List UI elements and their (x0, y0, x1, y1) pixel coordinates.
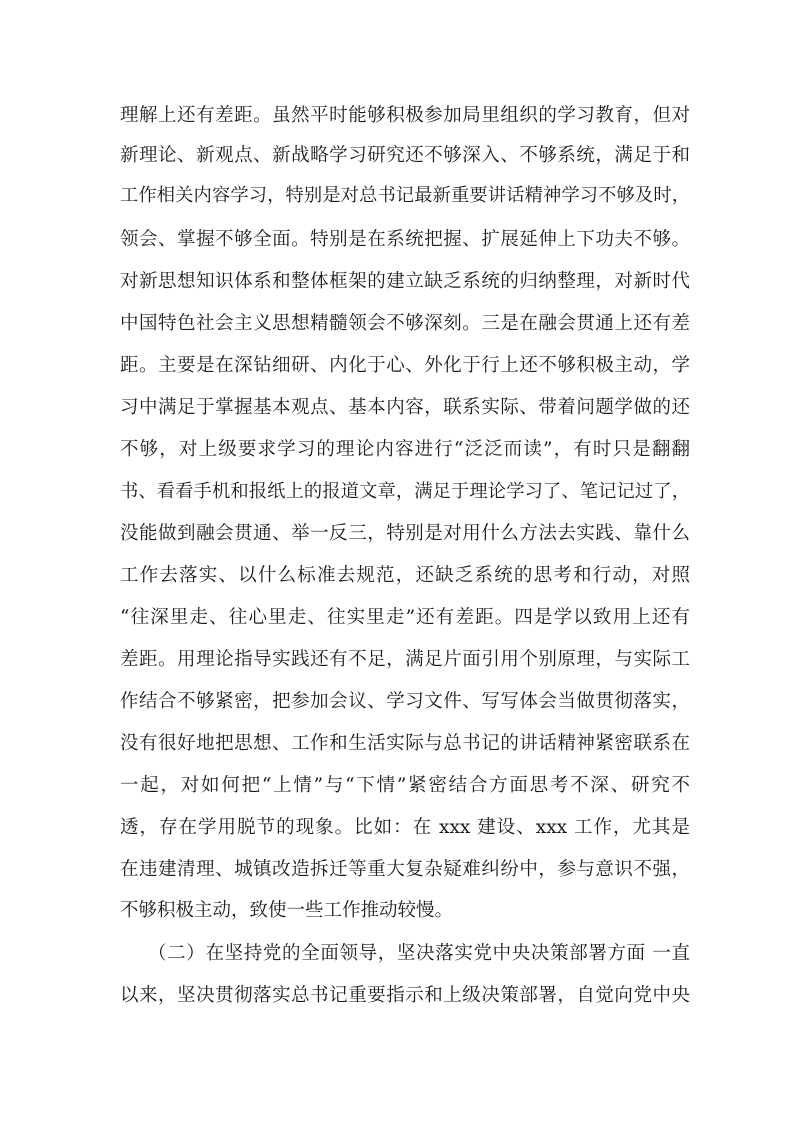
text-line: 没有很好地把思想、工作和生活实际与总书记的讲话精神紧密联系在 (120, 733, 690, 754)
text-line: 中国特色社会主义思想精髓领会不够深刻。三是在融会贯通上还有差 (120, 313, 690, 334)
text-line: 对新思想知识体系和整体框架的建立缺乏系统的归纳整理，对新时代 (120, 271, 690, 292)
text-line: 距。主要是在深钻细研、内化于心、外化于行上还不够积极主动，学 (120, 355, 690, 376)
text-line: 工作去落实、以什么标准去规范，还缺乏系统的思考和行动，对照 (120, 565, 690, 586)
paragraph-last-line: 不够积极主动，致使一些工作推动较慢。 (120, 900, 454, 921)
text-line: 差距。用理论指导实践还有不足，满足片面引用个别原理，与实际工 (120, 649, 690, 670)
text-line: 透，存在学用脱节的现象。比如：在 xxx 建设、xxx 工作，尤其是 (120, 817, 690, 838)
text-line: 领会、掌握不够全面。特别是在系统把握、扩展延伸上下功夫不够。 (120, 229, 690, 250)
text-line: 以来，坚决贯彻落实总书记重要指示和上级决策部署，自觉向党中央 (120, 985, 690, 1006)
text-line: 在违建清理、城镇改造拆迁等重大复杂疑难纠纷中，参与意识不强， (120, 859, 690, 880)
text-line: 书、看看手机和报纸上的报道文章，满足于理论学习了、笔记记过了， (120, 481, 690, 502)
section-heading-line: （二）在坚持党的全面领导，坚决落实党中央决策部署方面 一直 (148, 943, 690, 964)
text-line: 新理论、新观点、新战略学习研究还不够深入、不够系统，满足于和 (120, 145, 690, 166)
text-line: 作结合不够紧密，把参加会议、学习文件、写写体会当做贯彻落实， (120, 691, 690, 712)
text-line: 工作相关内容学习，特别是对总书记最新重要讲话精神学习不够及时， (120, 185, 690, 206)
text-line: 一起，对如何把“上情”与“下情”紧密结合方面思考不深、研究不 (120, 775, 690, 796)
text-line: “往深里走、往心里走、往实里走”还有差距。四是学以致用上还有 (120, 607, 690, 628)
text-line: 理解上还有差距。虽然平时能够积极参加局里组织的学习教育，但对 (120, 105, 690, 126)
text-line: 不够，对上级要求学习的理论内容进行“泛泛而读”，有时只是翻翻 (120, 439, 690, 460)
text-line: 没能做到融会贯通、举一反三，特别是对用什么方法去实践、靠什么 (120, 523, 690, 544)
text-line: 习中满足于掌握基本观点、基本内容，联系实际、带着问题学做的还 (120, 397, 690, 418)
